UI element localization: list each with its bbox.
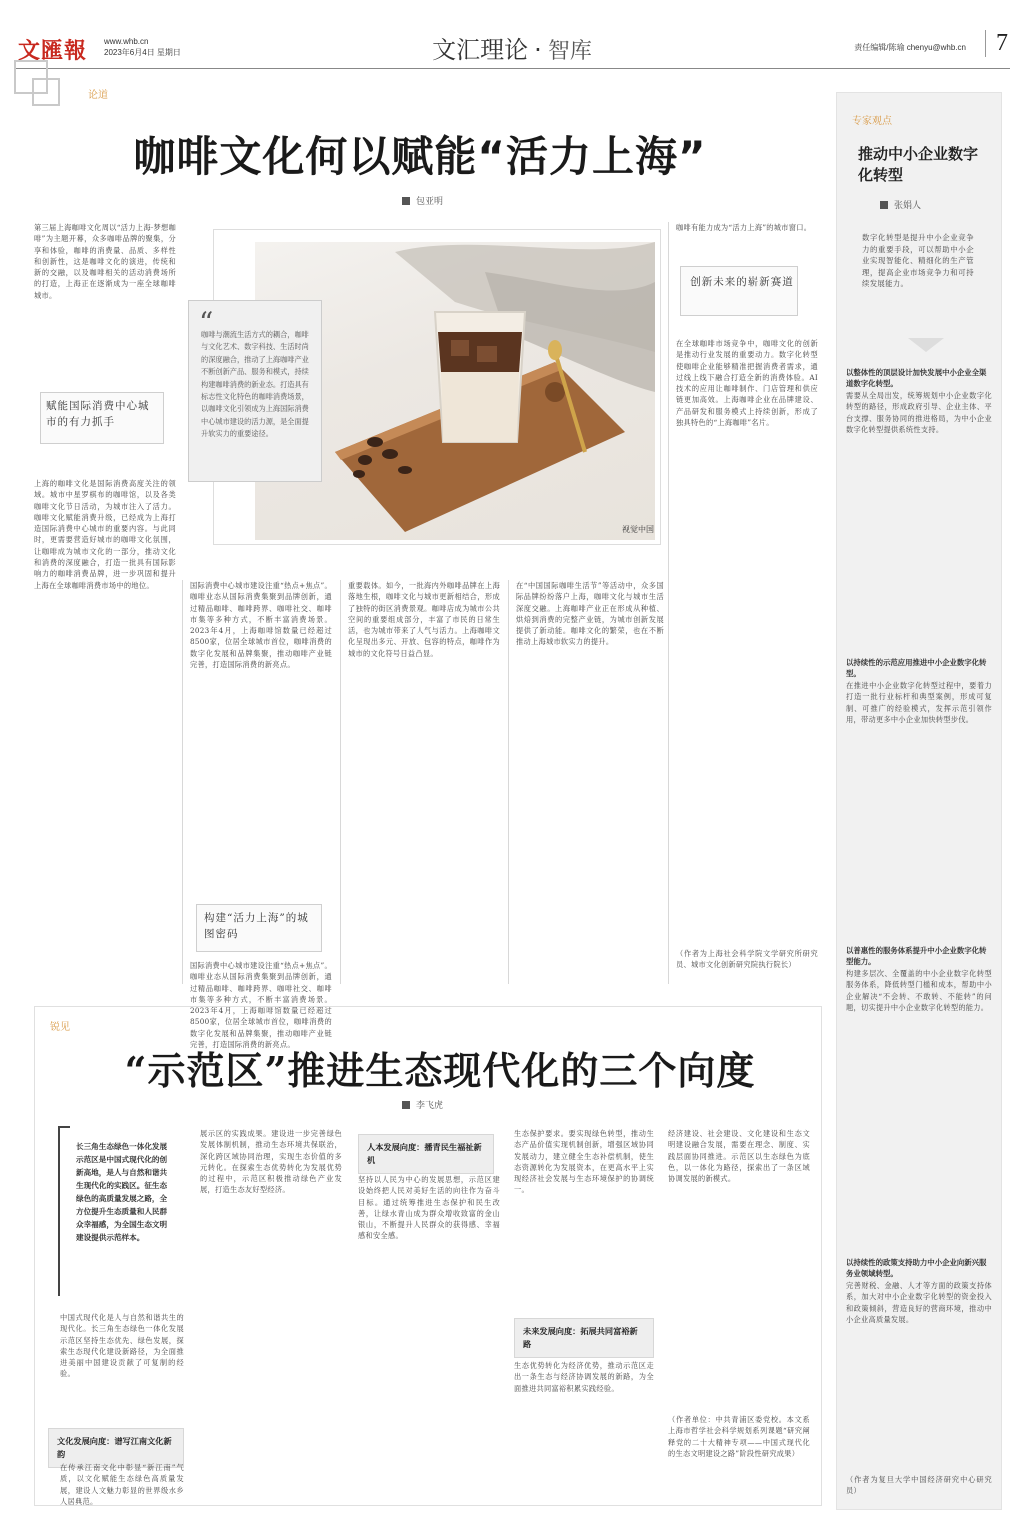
- article1-author-note: （作者为上海社会科学院文学研究所研究员、城市文化创新研究院执行院长）: [676, 949, 818, 970]
- corner-ornament: [14, 60, 74, 120]
- sidebar-para-4: 完善财税、金融、人才等方面的政策支持体系，加大对中小企业数字化转型的资金投入和政策倾斜，营造良好的营商环境，推动中小企业高质量发展。: [846, 1281, 992, 1324]
- newspaper-logo: 文匯報: [18, 38, 88, 64]
- subsection-name: 智库: [547, 39, 592, 64]
- pull-quote: [188, 300, 322, 482]
- article2-tag: 锐见: [50, 1022, 70, 1033]
- quote-icon: “: [199, 306, 214, 339]
- article1-author: 包亚明: [416, 197, 444, 207]
- article2-intro: 长三角生态绿色一体化发展示范区是中国式现代化的创新高地，是人与自然和谐共生现代化的实践区。征生态绿色的高质量发展之路，全方位提升生态质量和人民群众幸福感，为全国生态文明建设提供示范样本。: [76, 1142, 168, 1242]
- masthead-url: www.whb.cn: [104, 37, 149, 46]
- sidebar-author: 张娟人: [894, 201, 922, 211]
- masthead: [0, 0, 1024, 72]
- sidebar-byline: [880, 198, 921, 211]
- sidebar-para-2: 在推进中小企业数字化转型过程中，要着力打造一批行业标杆和典型案例，形成可复制、可推广的经验模式，发挥示范引领作用，带动更多中小企业加快转型步伐。: [846, 681, 992, 724]
- section-name: 文汇理论: [432, 36, 529, 64]
- article2-col3: 坚持以人民为中心的发展思想，示范区建设始终把人民对美好生活的向往作为奋斗目标。通过统筹推进生态保护和民生改善，让绿水青山成为群众增收致富的金山银山，不断提升人民群众的获得感、幸福感和安全感。: [358, 1175, 500, 1241]
- editor-credit: 责任编辑/陈瑜 chenyu@whb.cn: [854, 43, 966, 52]
- sidebar-arrow-icon: [908, 338, 944, 352]
- article1-col4: 在“中国国际咖啡生活节”等活动中，众多国际品牌纷纷落户上海，咖啡文化与城市生活深度交融。上海咖啡产业正在形成从种植、烘焙到消费的完整产业链，为城市创新发展提供了新动能。咖啡文化的繁荣，也在不断推动上海城市软实力的提升。: [516, 581, 664, 647]
- article1-col2-end: 国际消费中心城市建设注重“热点+焦点”。咖啡业态从国际消费集聚到品牌创新，通过精品咖啡、咖啡跨界、咖啡社交、咖啡市集等多种方式，不断丰富消费场景。2023年4月，上海咖啡馆数量已经超过8500家，位居全球城市首位，咖啡消费的数字化发展和品牌集聚，推动咖啡产业链完善，打造国际消费的新亮点。: [190, 961, 332, 1050]
- intro-bracket: [58, 1126, 70, 1296]
- article2-author-note: （作者单位：中共青浦区委党校。本文系上海市哲学社会科学规划系列课题“研究阐释党的二十大精神专项——中国式现代化的生态文明建设之路”阶段性研究成果）: [668, 1415, 810, 1458]
- photo-credit: 视觉中国: [622, 525, 654, 534]
- article1-col3: 重要载体。如今，一批海内外咖啡品牌在上海落地生根，咖啡文化与城市更新相结合，形成了独特的街区消费景观。咖啡店成为城市公共空间的重要组成部分，丰富了市民的日常生活，也为城市带来了人气与活力。上海咖啡文化呈现出多元、开放、包容的特点，咖啡作为城市的文化符号日益凸显。: [348, 581, 500, 658]
- sidebar-para-1: 需要从全局出发，统筹规划中小企业数字化转型的路径，形成政府引导、企业主体、平台支撑、服务协同的推进格局，为中小企业数字化转型提供系统性支持。: [846, 391, 992, 434]
- article2-col4: 生态保护要求。要实现绿色转型，推动生态产品价值实现机制创新，增强区域协同发展动力，建立健全生态补偿机制，使生态资源转化为发展资本，在更高水平上实现经济社会发展与生态环境保护的协调统一。: [514, 1129, 654, 1195]
- article2-col1: 中国式现代化是人与自然和谐共生的现代化。长三角生态绿色一体化发展示范区坚持生态优先、绿色发展，探索生态现代化建设新路径，为全面推进美丽中国建设贡献了可复制的经验。: [60, 1313, 184, 1379]
- column-divider: [668, 222, 669, 984]
- sidebar-heading-4: 以持续性的政策支持助力中小企业向新兴服务业领域转型。: [846, 1258, 987, 1278]
- page-number: 7: [985, 30, 1008, 57]
- article2-head3: 未来发展向度：拓展共同富裕新路: [514, 1318, 654, 1358]
- article2-col2: 展示区的实践成果。建设进一步完善绿色发展体制机制，推动生态环境共保联治，深化跨区域协同治理，实现生态价值的多元转化。在探索生态优势转化为发展优势的过程中，示范区积极推动绿色产业发展，打造生态友好型经济。: [200, 1129, 342, 1195]
- article2-head2: 人本发展向度：播青民生福祉新机: [358, 1134, 494, 1174]
- column-divider: [182, 580, 183, 984]
- article1-col5-top: 咖啡有能力成为“活力上海”的城市窗口。: [676, 223, 812, 232]
- article1-byline: [402, 194, 443, 207]
- article1-subhead3: 构建“活力上海”的城图密码: [204, 912, 309, 940]
- article2-byline: [402, 1098, 443, 1111]
- masthead-rule: [14, 68, 1010, 69]
- sidebar-para-3: 构建多层次、全覆盖的中小企业数字化转型服务体系，降低转型门槛和成本，帮助中小企业解决“不会转、不敢转、不能转”的问题，切实提升中小企业数字化转型的能力。: [846, 969, 992, 1012]
- sidebar-tag: 专家观点: [852, 116, 892, 127]
- article1-tag: 论道: [88, 90, 108, 101]
- section-title: 文汇理论 · 智库: [432, 36, 592, 64]
- article2-title: “示范区”推进生态现代化的三个向度: [124, 1048, 756, 1093]
- sidebar-intro: 数字化转型是提升中小企业竞争力的重要手段，可以帮助中小企业实现智能化、精细化的生产管理，提高企业市场竞争力和可持续发展能力。: [862, 233, 974, 289]
- pull-quote-text: 咖啡与潮流生活方式的耦合，咖啡与文化艺术、数字科技、生活时尚的深度融合，推动了上海咖啡产业不断创新产品、服务和模式，持续构建咖啡消费的新业态。打造具有标志性文化特色的咖啡消费场景，以咖啡文化引领成为上海国际消费中心城市建设的活力源，是全面提升软实力的重要途径。: [201, 330, 309, 439]
- article2-head1: 文化发展向度：谱写江南文化新韵: [48, 1428, 184, 1468]
- article2-col3b: 生态优势转化为经济优势，推动示范区走出一条生态与经济协调发展的新路，为全面推进共同富裕积累实践经验。: [514, 1361, 654, 1393]
- article2-col5: 经济建设、社会建设、文化建设和生态文明建设融合发展，需要在理念、制度、实践层面协同推进。示范区以生态绿色为底色，以一体化为路径，探索出了一条区域协调发展的新模式。: [668, 1129, 810, 1184]
- article2-col1b: 在传承江南文化中彰显“新江南”气质，以文化赋能生态绿色高质量发展，建设人文魅力彰显的世界级水乡人居典范。: [60, 1463, 184, 1506]
- sidebar-heading-3: 以普惠性的服务体系提升中小企业数字化转型能力。: [846, 946, 987, 966]
- sidebar-heading-2: 以持续性的示范应用推进中小企业数字化转型。: [846, 658, 987, 678]
- article1-col2: 国际消费中心城市建设注重“热点+焦点”。咖啡业态从国际消费集聚到品牌创新，通过精品咖啡、咖啡跨界、咖啡社交、咖啡市集等多种方式，不断丰富消费场景。2023年4月，上海咖啡馆数量已经超过8500家，位居全球城市首位，咖啡消费的数字化发展和品牌集聚，推动咖啡产业链完善，打造国际消费的新亮点。: [190, 581, 332, 670]
- article1-col1-top: 第三届上海咖啡文化周以“活力上海·梦想咖啡”为主题开幕，众多咖啡品牌的聚集，分享和体验，咖啡的消费量、品质、多样性和创新性，这是咖啡文化的演进，传统和新的交融，以及咖啡相关的活动消费场所的打造，上海正在逐渐成为一座全球咖啡城市。: [34, 223, 176, 300]
- sidebar-author-note: （作者为复旦大学中国经济研究中心研究员）: [846, 1475, 992, 1496]
- article1-col5-mid: 在全球咖啡市场竞争中，咖啡文化的创新是推动行业发展的重要动力。数字化转型使咖啡企业能够精准把握消费者需求，通过线上线下融合打造全新的消费体验。AI技术的应用让咖啡制作、门店管理和供应链更加高效。上海咖啡企业在品牌建设、产品研发和服务模式上持续创新，形成了独具特色的“上海咖啡”名片。: [676, 339, 818, 428]
- column-divider: [340, 580, 341, 984]
- article1-col1-bottom: 上海的咖啡文化是国际消费高度关注的领域。城市中星罗棋布的咖啡馆，以及各类咖啡文化节日活动，为城市注入了活力。咖啡文化赋能消费升级，已经成为上海打造国际消费中心城市的重要内容。与此同时，更需要营造好城市的咖啡文化氛围，让咖啡成为城市文化的一部分，推动文化和消费的深度融合，打造一批具有国际影响力的咖啡消费品牌，进一步巩固和提升上海在全球咖啡消费市场中的地位。: [34, 479, 176, 590]
- sidebar-heading-1: 以整体性的顶层设计加快发展中小企业全渠道数字化转型。: [846, 368, 987, 388]
- article1-subhead1: 赋能国际消费中心城市的有力抓手: [46, 400, 150, 428]
- masthead-date: 2023年6月4日 星期日: [104, 48, 181, 57]
- article1-title: 咖啡文化何以赋能“活力上海”: [133, 132, 707, 181]
- article2-author: 李飞虎: [416, 1101, 444, 1111]
- sidebar-title: 推动中小企业数字化转型: [858, 145, 979, 184]
- column-divider: [508, 580, 509, 984]
- article1-subhead2: 创新未来的崭新赛道: [690, 276, 794, 288]
